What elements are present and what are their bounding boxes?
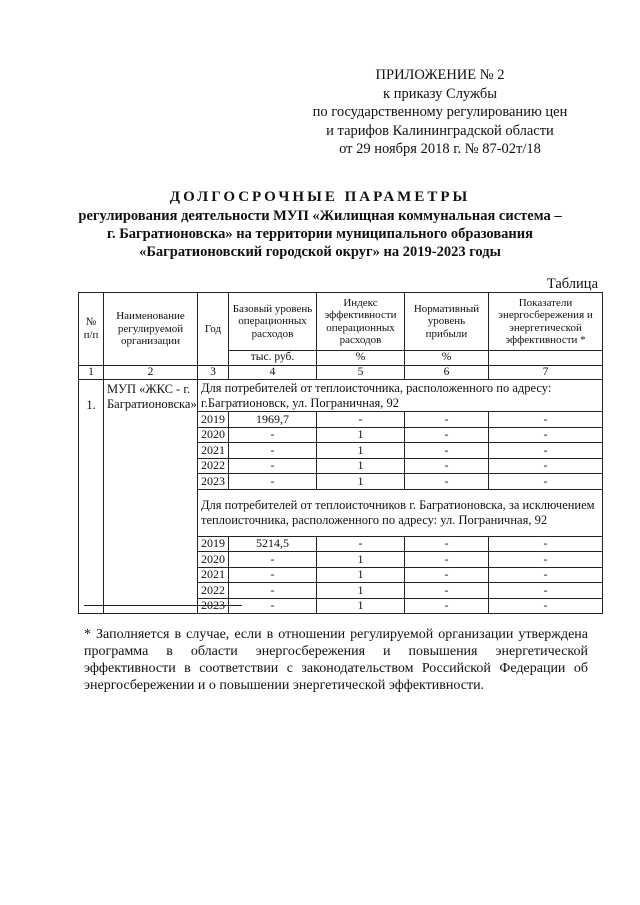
cell-profit: - bbox=[405, 583, 489, 599]
cell-base: - bbox=[229, 427, 317, 443]
footnote: * Заполняется в случае, если в отношении регулируемой организации утверждена программа в области энергосбережения и повышения энергетической эффективности в соответствии с законодательством Российской Федерации об энергосбережении и о повышении энергетической эффективности. bbox=[84, 627, 588, 693]
org-name: МУП «ЖКС - г. Багратионовска» bbox=[104, 380, 198, 614]
cell-profit: - bbox=[405, 598, 489, 614]
cell-energy: - bbox=[489, 474, 603, 490]
footnote-separator bbox=[84, 605, 242, 606]
cell-index: - bbox=[317, 412, 405, 428]
col-number: 2 bbox=[104, 365, 198, 380]
header-base: Базовый уровень операционных расходов bbox=[229, 293, 317, 351]
col-number: 5 bbox=[317, 365, 405, 380]
cell-index: 1 bbox=[317, 458, 405, 474]
cell-base: - bbox=[229, 583, 317, 599]
title-line: г. Багратионовска» на территории муниципального образования bbox=[107, 226, 533, 242]
cell-year: 2019 bbox=[198, 412, 229, 428]
appendix-date: от 29 ноября 2018 г. № 87-02т/18 bbox=[339, 141, 541, 157]
cell-index: 1 bbox=[317, 583, 405, 599]
cell-base: - bbox=[229, 458, 317, 474]
table-label: Таблица bbox=[546, 276, 598, 292]
cell-year: 2020 bbox=[198, 552, 229, 568]
col-number: 4 bbox=[229, 365, 317, 380]
col-number: 6 bbox=[405, 365, 489, 380]
document-title bbox=[40, 188, 600, 261]
appendix-block bbox=[300, 66, 580, 159]
cell-energy: - bbox=[489, 583, 603, 599]
cell-profit: - bbox=[405, 443, 489, 459]
cell-year: 2021 bbox=[198, 567, 229, 583]
header-profit: Нормативный уровень прибыли bbox=[405, 293, 489, 351]
appendix-line: по государственному регулированию цен bbox=[312, 104, 568, 120]
title-line: регулирования деятельности МУП «Жилищная коммунальная система – bbox=[78, 208, 562, 224]
cell-profit: - bbox=[405, 427, 489, 443]
cell-base: - bbox=[229, 474, 317, 490]
cell-year: 2023 bbox=[198, 474, 229, 490]
cell-energy: - bbox=[489, 536, 603, 552]
appendix-line: к приказу Службы bbox=[383, 85, 497, 102]
cell-index: 1 bbox=[317, 552, 405, 568]
cell-base: - bbox=[229, 598, 317, 614]
cell-profit: - bbox=[405, 474, 489, 490]
cell-profit: - bbox=[405, 412, 489, 428]
col-number: 3 bbox=[198, 365, 229, 380]
cell-base: 1969,7 bbox=[229, 412, 317, 428]
header-year: Год bbox=[198, 293, 229, 366]
header-index: Индекс эффективности операционных расходов bbox=[317, 293, 405, 351]
cell-year: 2023 bbox=[198, 598, 229, 614]
cell-year: 2021 bbox=[198, 443, 229, 459]
col-number: 7 bbox=[489, 365, 603, 380]
cell-energy: - bbox=[489, 427, 603, 443]
cell-index: 1 bbox=[317, 474, 405, 490]
cell-base: - bbox=[229, 567, 317, 583]
cell-index: 1 bbox=[317, 443, 405, 459]
cell-index: - bbox=[317, 536, 405, 552]
cell-year: 2020 bbox=[198, 427, 229, 443]
cell-year: 2022 bbox=[198, 583, 229, 599]
cell-index: 1 bbox=[317, 567, 405, 583]
unit-profit: % bbox=[405, 351, 489, 366]
title-line: «Багратионовский городской округ» на 2019-2023 годы bbox=[139, 244, 501, 260]
parameters-table bbox=[78, 292, 603, 614]
cell-base: - bbox=[229, 552, 317, 568]
cell-energy: - bbox=[489, 552, 603, 568]
header-num: № п/п bbox=[79, 293, 104, 366]
cell-energy: - bbox=[489, 598, 603, 614]
cell-energy: - bbox=[489, 458, 603, 474]
appendix-line: и тарифов Калининградской области bbox=[326, 122, 554, 139]
header-org: Наименование регулируемой организации bbox=[104, 293, 198, 366]
cell-index: 1 bbox=[317, 427, 405, 443]
unit-base: тыс. руб. bbox=[229, 351, 317, 366]
cell-profit: - bbox=[405, 536, 489, 552]
cell-base: - bbox=[229, 443, 317, 459]
group-description: Для потребителей от теплоисточников г. Багратионовска, за исключением теплоисточника, расположенного по адресу: ул. Пограничная, 92 bbox=[198, 489, 603, 536]
cell-year: 2019 bbox=[198, 536, 229, 552]
cell-index: 1 bbox=[317, 598, 405, 614]
col-number: 1 bbox=[79, 365, 104, 380]
unit-index: % bbox=[317, 351, 405, 366]
cell-profit: - bbox=[405, 458, 489, 474]
group-description: Для потребителей от теплоисточника, расположенного по адресу: г.Багратионовск, ул. Пограничная, 92 bbox=[198, 380, 603, 412]
row-number: 1. bbox=[79, 380, 104, 614]
appendix-title: ПРИЛОЖЕНИЕ № 2 bbox=[375, 67, 505, 83]
cell-profit: - bbox=[405, 567, 489, 583]
cell-energy: - bbox=[489, 412, 603, 428]
cell-year: 2022 bbox=[198, 458, 229, 474]
title-heading: ДОЛГОСРОЧНЫЕ ПАРАМЕТРЫ bbox=[169, 189, 471, 205]
cell-profit: - bbox=[405, 552, 489, 568]
cell-energy: - bbox=[489, 443, 603, 459]
unit-energy bbox=[489, 351, 603, 366]
cell-base: 5214,5 bbox=[229, 536, 317, 552]
cell-energy: - bbox=[489, 567, 603, 583]
header-energy: Показатели энергосбережения и энергетической эффективности * bbox=[489, 293, 603, 351]
